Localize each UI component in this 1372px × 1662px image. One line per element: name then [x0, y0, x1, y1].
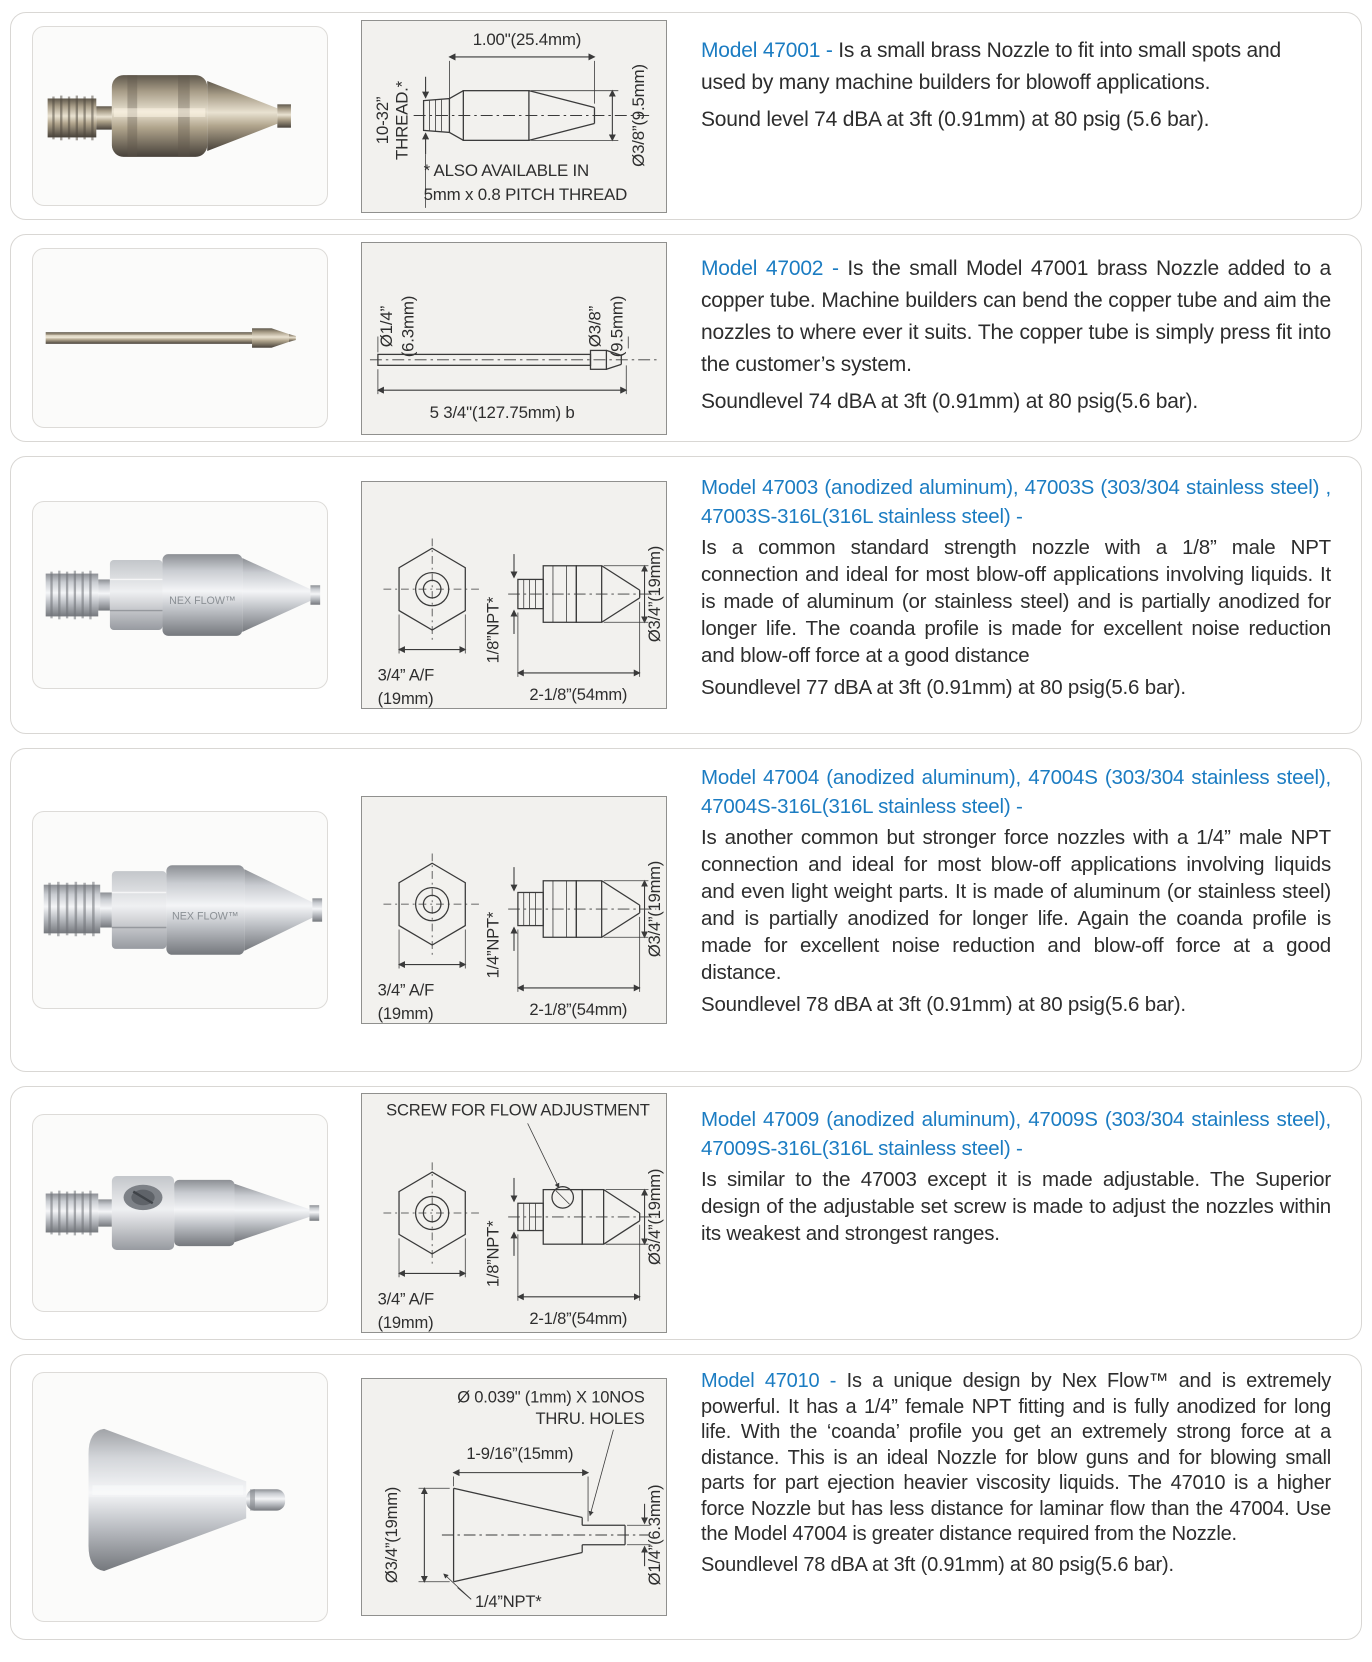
model-heading: Model 47010 -	[701, 1370, 847, 1392]
description-text: Is a small brass Nozzle to fit into small spots and used by many machine builders for blowoff applications.	[701, 39, 1281, 94]
dim-tube-length: 5 3/4"(127.75mm) b	[429, 402, 575, 422]
dim-hex-af: 3/4” A/F	[377, 665, 435, 685]
dim-nozzle-diameter-mm: (9.5mm)	[607, 295, 627, 357]
brand-label: NEX FLOW™	[169, 594, 236, 607]
product-row-47010	[10, 1354, 1362, 1640]
dim-inlet-diameter: Ø3/4”(19mm)	[382, 1486, 402, 1584]
product-row-47004	[10, 748, 1362, 1072]
product-text-47009	[701, 1087, 1331, 1247]
aluminum-nozzle-photo	[34, 830, 326, 990]
product-text-47004	[701, 749, 1331, 1018]
tech-drawing-47009	[361, 1093, 667, 1333]
brand-label: NEX FLOW™	[172, 910, 239, 923]
dim-tip-diameter: Ø1/4”(6.3mm)	[645, 1484, 665, 1586]
product-row-47002	[10, 234, 1362, 442]
sound-level-text: Sound level 74 dBA at 3ft (0.91mm) at 80 psig (5.6 bar).	[701, 108, 1210, 131]
dim-hex-af-mm: (19mm)	[377, 689, 434, 708]
dim-npt-thread: 1/8”NPT*	[483, 1220, 503, 1288]
sound-level-text: Soundlevel 74 dBA at 3ft (0.91mm) at 80 psig(5.6 bar).	[701, 390, 1198, 413]
description-text: Is a common standard strength nozzle with a 1/8” male NPT connection and ideal for most blow-off applications involving liquids. It is made of aluminum (or stainless steel) and is partially anodized for longer life. The coanda profile is made for excellent noise reduction and blow-off force at a good distance	[701, 536, 1331, 667]
product-row-47001	[10, 12, 1362, 220]
tech-drawing-47004	[361, 796, 667, 1024]
sound-level-text: Soundlevel 77 dBA at 3ft (0.91mm) at 80 psig(5.6 bar).	[701, 676, 1186, 699]
thread-availability-note-line2: 5mm x 0.8 PITCH THREAD	[423, 184, 628, 204]
dim-hex-af: 3/4” A/F	[377, 980, 435, 1000]
brass-nozzle-photo	[34, 38, 326, 194]
thru-holes-note-line2: THRU. HOLES	[535, 1408, 645, 1428]
product-row-47009	[10, 1086, 1362, 1340]
dim-tube-diameter: Ø1/4”	[376, 305, 396, 347]
screw-adjustment-note: SCREW FOR FLOW ADJUSTMENT	[386, 1100, 650, 1120]
description-text: Is a unique design by Nex Flow™ and is extremely powerful. It has a 1/4” female NPT fitting and is fully anodized for long life. With the ‘coanda’ profile you get an extremely strong force at a distance. This is an ideal Nozzle for blow guns and for blowing small parts for part ejection heavier viscosity liquids. The 47010 is a higher force Nozzle but has less distance for laminar flow than the 47004. Use the Model 47004 is greater distance required from the Nozzle.	[701, 1370, 1331, 1545]
dim-hex-af: 3/4” A/F	[377, 1289, 434, 1309]
product-row-47003	[10, 456, 1362, 734]
description-text: Is another common but stronger force nozzles with a 1/4” male NPT connection and ideal for most blow-off applications involving liquids and even light weight parts. It is made of aluminum (or stainless steel) and is partially anodized for longer life. Again the coanda profile is made for excellent noise reduction and blow-off force at a good distance.	[701, 826, 1331, 984]
dim-npt-thread: 1/4”NPT*	[475, 1592, 542, 1612]
product-paragraph	[701, 253, 1331, 381]
dim-hex-af-mm: (19mm)	[377, 1312, 434, 1332]
dim-hex-af-mm: (19mm)	[377, 1004, 434, 1023]
dim-tube-diameter-mm: (6.3mm)	[398, 295, 418, 357]
aluminum-nozzle-photo	[34, 517, 326, 673]
product-text-47002	[701, 235, 1331, 418]
product-photo-47003	[32, 501, 328, 689]
description-text: Is the small Model 47001 brass Nozzle added to a copper tube. Machine builders can bend the copper tube and aim the nozzles to where ever it suits. The copper tube is simply press fit into the customer’s system.	[701, 257, 1331, 376]
tech-drawing-47003	[361, 481, 667, 709]
copper-tube-nozzle-photo	[34, 260, 326, 416]
dim-npt-thread: 1/8”NPT*	[483, 596, 503, 664]
product-photo-47009	[32, 1114, 328, 1312]
product-paragraph	[701, 35, 1331, 99]
dim-body-diameter: Ø3/4”(19mm)	[645, 1168, 665, 1266]
dim-body-length: 2-1/8”(54mm)	[529, 685, 628, 705]
sound-level-text: Soundlevel 78 dBA at 3ft (0.91mm) at 80 psig(5.6 bar).	[701, 1553, 1174, 1576]
dim-outlet-diameter: Ø3/8”(9.5mm)	[629, 63, 649, 167]
dim-body-diameter: Ø3/4”(19mm)	[645, 860, 665, 958]
tech-drawing-47010	[361, 1378, 667, 1616]
adjustable-nozzle-photo	[34, 1133, 326, 1293]
product-photo-47004	[32, 811, 328, 1009]
thru-holes-note-line1: Ø 0.039" (1mm) X 10NOS	[457, 1387, 645, 1407]
dim-overall-length: 1.00"(25.4mm)	[472, 29, 582, 49]
product-photo-47010	[32, 1372, 328, 1622]
product-photo-47001	[32, 26, 328, 206]
dim-body-diameter: Ø3/4”(19mm)	[645, 545, 665, 643]
product-text-47010	[701, 1355, 1331, 1578]
description-text: Is similar to the 47003 except it is made adjustable. The Superior design of the adjustable set screw is made to adjust the nozzles within its weakest and strongest ranges.	[701, 1168, 1331, 1245]
product-paragraph	[701, 1369, 1331, 1548]
model-heading: Model 47001 -	[701, 39, 839, 62]
model-heading: Model 47004 (anodized aluminum), 47004S (303/304 stainless steel), 47004S-316L(316L stainless steel) -	[701, 766, 1331, 818]
dim-thread-size: 10-32”	[372, 96, 392, 144]
dim-body-length: 2-1/8”(54mm)	[529, 1309, 628, 1329]
model-heading: Model 47003 (anodized aluminum), 47003S (303/304 stainless steel) , 47003S-316L(316L stainless steel) -	[701, 476, 1331, 528]
tech-drawing-47002	[361, 242, 667, 435]
dim-nozzle-diameter: Ø3/8”	[585, 305, 605, 347]
sound-level-text: Soundlevel 78 dBA at 3ft (0.91mm) at 80 psig(5.6 bar).	[701, 993, 1186, 1016]
product-text-47003	[701, 457, 1331, 701]
model-heading: Model 47002 -	[701, 257, 848, 280]
dim-thread-word: THREAD.*	[392, 80, 412, 160]
model-heading: Model 47009 (anodized aluminum), 47009S (303/304 stainless steel), 47009S-316L(316L stainless steel) -	[701, 1108, 1331, 1160]
thread-availability-note-line1: * ALSO AVAILABLE IN	[423, 160, 589, 180]
dim-npt-thread: 1/4”NPT*	[483, 911, 503, 979]
conical-nozzle-photo	[34, 1393, 326, 1601]
tech-drawing-47001	[361, 20, 667, 213]
dim-body-length: 2-1/8”(54mm)	[529, 1000, 628, 1020]
product-text-47001	[701, 13, 1331, 136]
product-photo-47002	[32, 248, 328, 428]
dim-taper-length: 1-9/16”(15mm)	[466, 1444, 574, 1463]
